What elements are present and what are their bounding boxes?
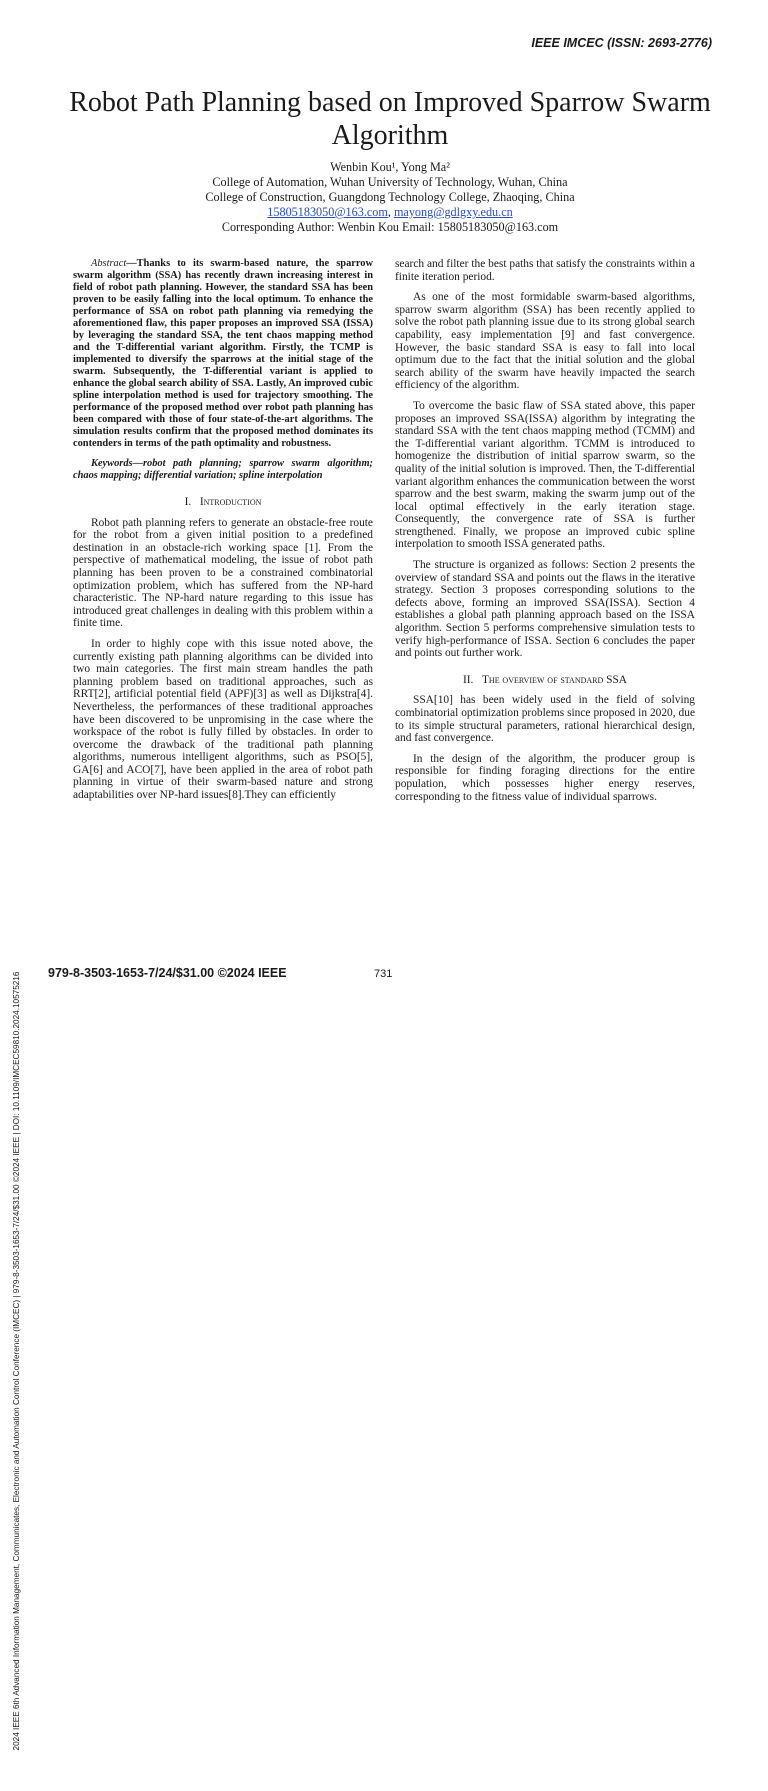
section-2-title: The overview of standard SSA [481, 673, 628, 686]
intro-paragraph-3: As one of the most formidable swarm-based algorithms, sparrow swarm algorithm (SSA) has been recently applied to solve the robot path planning issue due to its strong global search capability, easy implementation [9] and fast convergence. However, the basic standard SSA is easy to fall into local optimum due to the fact that the initial solution and the global search ability of the swarm have heavily impacted the search efficiency of the algorithm. [395, 291, 695, 392]
journal-header: IEEE IMCEC (ISSN: 2693-2776) [531, 36, 712, 50]
email-separator: , [387, 205, 394, 219]
author-block [110, 160, 670, 235]
ssa-paragraph-2: In the design of the algorithm, the producer group is responsible for finding foraging directions for the entire population, which possesses higher energy reserves, corresponding to the fitness value of individual sparrows. [395, 752, 695, 803]
doi-sidebar [12, 80, 26, 1751]
email-line [110, 205, 670, 220]
intro-paragraph-5: The structure is organized as follows: Section 2 presents the overview of standard SSA and points out the flaws in the iterative strategy. Section 3 proposes corresponding solutions to the defects above, forming an improved SSA(ISSA). Section 4 establishes a global path planning approach based on the ISSA algorithm. Section 5 performs comprehensive simulation tests to verify high-performance of ISSA. Section 6 concludes the paper and points out further work. [395, 559, 695, 660]
keywords-label: Keywords [91, 458, 133, 469]
abstract [73, 258, 373, 450]
keywords-text: —robot path planning; sparrow swarm algorithm; chaos mapping; differential variation; spline interpolation [73, 458, 373, 481]
ssa-paragraph-1: SSA[10] has been widely used in the field of solving combinatorial optimization problems since proposed in 2020, due to its simple structural parameters, rational hierarchical design, and fast convergence. [395, 694, 695, 745]
intro-paragraph-continued: search and filter the best paths that satisfy the constraints within a finite iteration period. [395, 258, 695, 283]
keywords [73, 458, 373, 482]
doi-sidebar-text: 2024 IEEE 6th Advanced Information Management, Communicates, Electronic and Automation Control Conference (IMCEC) | 979-8-3503-1653-7/24/$31.00 ©2024 IEEE | DOI: 10.1109/IMCEC59810.2024.10575216 [12, 971, 21, 1751]
section-2-number: II. [462, 673, 474, 686]
section-1-number: I. [184, 496, 192, 508]
affiliation-2: College of Construction, Guangdong Technology College, Zhaoqing, China [205, 190, 575, 204]
left-column [73, 258, 373, 810]
footer-isbn: 979-8-3503-1653-7/24/$31.00 ©2024 IEEE [48, 966, 287, 980]
email-link-1[interactable]: 15805183050@163.com [267, 205, 388, 219]
section-heading-overview [395, 674, 695, 687]
email-link-2[interactable]: mayong@gdlgxy.edu.cn [393, 205, 513, 219]
abstract-label: Abstract [91, 258, 127, 269]
section-1-title: Introduction [199, 496, 262, 508]
affiliation-1: College of Automation, Wuhan University of Technology, Wuhan, China [212, 175, 568, 189]
abstract-text: —Thanks to its swarm-based nature, the sparrow swarm algorithm (SSA) has recently drawn increasing interest in field of robot path planning. However, the standard SSA has been proven to be easily falling into the local optimum. To enhance the performance of SSA on robot path planning via remedying the aforementioned flaw, this paper proposes an improved SSA (ISSA) by leveraging the standard SSA, the tent chaos mapping method and the T-differential variant algorithm. Firstly, the TCMP is implemented to diversify the sparrows at the initial stage of the swarm. Subsequently, the T-differential variant is applied to enhance the global search ability of SSA. Lastly, An improved cubic spline interpolation method is used for trajectory smoothing. The performance of the proposed method over robot path planning has been compared with those of four state-of-the-art algorithms. The simulation results confirm that the proposed method dominates its contenders in terms of the path optimality and robustness. [73, 258, 373, 449]
page-number: 731 [374, 968, 393, 980]
author-names: Wenbin Kou¹, Yong Ma² [330, 160, 450, 174]
intro-paragraph-4: To overcome the basic flaw of SSA stated above, this paper proposes an improved SSA(ISSA) algorithm by integrating the standard SSA with the tent chaos mapping method (TCMM) and the T-differential variant algorithm. TCMM is introduced to homogenize the distribution of initial sparrow swarm, so the quality of the initial solution is improved. Then, the T-differential variant algorithm enhances the communication between the worst sparrow and the best swarm, making the swarm jump out of the local optimal effectively in the early iteration stage. Consequently, the convergence rate of SSA is further strengthened. Finally, we propose an improved cubic spline interpolation to smooth ISSA generated paths. [395, 399, 695, 551]
intro-paragraph-2: In order to highly cope with this issue noted above, the currently existing path planning algorithms can be divided into two main categories. The first main stream handles the path planning problem based on traditional approaches, such as RRT[2], artificial potential field (APF)[3] as well as Dijkstra[4]. Nevertheless, the performances of these traditional approaches have been discovered to be unpromising in the case where the workspace of the robot is fully filled by obstacles. In order to overcome the drawback of the traditional path planning algorithms, numerous intelligent algorithms, such as PSO[5], GA[6] and ACO[7], have been applied in the area of robot path planning in virtue of their swarm-based nature and strong adaptabilities over NP-hard issues[8].They can efficiently [73, 637, 373, 802]
right-column [395, 258, 695, 811]
paper-title: Robot Path Planning based on Improved Sparrow Swarm Algorithm [69, 87, 711, 151]
intro-paragraph-1: Robot path planning refers to generate an obstacle-free route for the robot from a given initial position to a predefined destination in an obstacle-rich working space [1]. From the perspective of mathematical modeling, the issue of robot path planning has been proven to be a constrained combinatorial optimization problem, which has suffered from the NP-hard characteristic. The NP-hard nature regarding to this issue has introduced great challenges in dealing with this problem within a finite time. [73, 516, 373, 630]
corresponding-author: Corresponding Author: Wenbin Kou Email: 15805183050@163.com [221, 220, 559, 234]
section-heading-introduction [73, 496, 373, 509]
